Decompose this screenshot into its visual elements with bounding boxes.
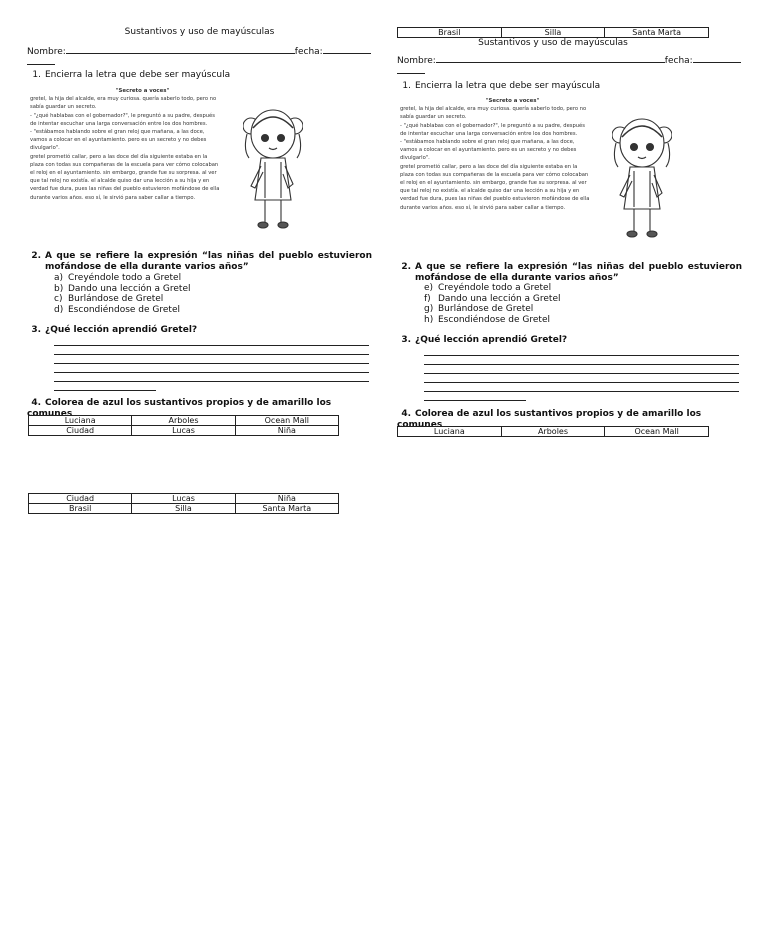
nouns-table [397, 27, 709, 38]
option-letter: b) [54, 283, 64, 294]
answer-line[interactable] [424, 383, 739, 392]
fecha-field[interactable] [693, 54, 741, 63]
question-text: A que se refiere la expresión “las niñas del pueblo estuvieron mofándose de ella durante varios años” [45, 251, 372, 272]
noun-cell[interactable]: Brasil [29, 504, 132, 514]
answer-option[interactable] [424, 294, 560, 305]
noun-cell[interactable]: Santa Marta [605, 28, 709, 38]
story-line: plaza con todas sus compañeras de la escuela para ver cómo colocaban [30, 161, 219, 168]
story-line: de intentar escuchar una larga conversación entre los dos hombres. [400, 130, 578, 137]
story-line: vamos a colocar en el ayuntamiento. pero es un secreto y no debes [30, 137, 207, 144]
answer-lines [397, 347, 742, 401]
table-row [29, 494, 339, 504]
story-line: vamos a colocar en el ayuntamiento. pero es un secreto y no debes [400, 147, 577, 154]
q2-options [54, 273, 190, 315]
story-passage [400, 97, 740, 212]
question-1 [27, 70, 230, 81]
option-text: Dando una lección a Gretel [438, 293, 561, 304]
fecha-field-continuation [397, 65, 425, 74]
fecha-label: fecha: [294, 47, 323, 57]
answer-line[interactable] [54, 373, 369, 382]
option-text: Escondiéndose de Gretel [68, 304, 180, 315]
question-number: 1. [402, 81, 411, 91]
option-text: Escondiéndose de Gretel [438, 314, 550, 325]
answer-line[interactable] [424, 392, 526, 401]
answer-line[interactable] [424, 347, 739, 356]
story-line: gretel prometió callar, pero a las doce del día siguiente estaba en la [400, 163, 578, 170]
story-line: - "¿qué hablabas con el gobernador?", le preguntó a su padre, después [400, 122, 585, 129]
nombre-label: Nombre: [27, 47, 66, 57]
noun-cell[interactable]: Niña [235, 426, 338, 436]
noun-cell[interactable]: Luciana [29, 416, 132, 426]
question-number: 4. [401, 409, 411, 419]
noun-cell[interactable]: Arboles [501, 427, 605, 437]
table-row [398, 28, 709, 38]
page-title: Sustantivos y uso de mayúsculas [124, 27, 275, 37]
option-letter: h) [424, 314, 434, 325]
story-line: sabía guardar un secreto. [30, 104, 97, 111]
story-line: que tal reloj no existía. el alcalde quiso dar una lección a su hija y en [30, 178, 210, 185]
noun-cell[interactable]: Santa Marta [235, 504, 338, 514]
story-line: gretel prometió callar, pero a las doce del día siguiente estaba en la [30, 153, 208, 160]
answer-option[interactable] [54, 273, 190, 284]
answer-line[interactable] [54, 364, 369, 373]
girl-illustration [612, 109, 672, 241]
answer-option[interactable] [424, 315, 560, 326]
fecha-field-continuation [27, 56, 55, 65]
noun-cell[interactable]: Ocean Mall [605, 427, 709, 437]
noun-cell[interactable]: Niña [235, 494, 338, 504]
story-line: - "estábamos hablando sobre el gran reloj que mañana, a las doce, [30, 129, 205, 136]
answer-line[interactable] [424, 365, 739, 374]
noun-cell[interactable]: Ciudad [29, 494, 132, 504]
answer-option[interactable] [54, 284, 190, 295]
answer-line[interactable] [424, 374, 739, 383]
girl-illustration [243, 100, 303, 232]
nombre-field[interactable] [66, 45, 295, 54]
question-3 [27, 325, 197, 336]
story-line: durante varios años. eso sí, le sirvió para saber callar a tiempo. [400, 204, 566, 211]
question-number: 3. [401, 335, 411, 345]
answer-line[interactable] [54, 382, 156, 391]
nombre-field[interactable] [436, 54, 665, 63]
question-text: Colorea de azul los sustantivos propios y de amarillo los comunes [397, 409, 702, 430]
option-text: Creyéndole todo a Gretel [68, 273, 182, 283]
name-date-row [27, 45, 372, 58]
story-line: divulgarlo". [400, 155, 430, 162]
answer-line[interactable] [54, 346, 369, 355]
answer-option[interactable] [424, 304, 560, 315]
noun-cell[interactable]: Brasil [398, 28, 502, 38]
story-passage [30, 87, 370, 202]
story-line: de intentar escuchar una larga conversación entre los dos hombres. [30, 120, 208, 127]
question-2 [27, 251, 372, 273]
option-text: Burlándose de Gretel [68, 294, 164, 304]
noun-cell[interactable]: Arboles [132, 416, 235, 426]
question-text: Encierra la letra que debe ser mayúscula [45, 70, 231, 80]
question-1 [397, 81, 600, 92]
fecha-label: fecha: [664, 56, 693, 66]
noun-cell[interactable]: Silla [132, 504, 235, 514]
question-number: 2. [401, 262, 411, 272]
story-line: sabía guardar un secreto. [400, 114, 467, 121]
option-letter: g) [424, 304, 434, 314]
story-line: verdad fue dura, pues las niñas del pueblo estuvieron mofándose de ella [30, 186, 220, 193]
table-row [398, 427, 709, 437]
story-text [30, 95, 250, 202]
option-letter: d) [54, 304, 64, 315]
answer-option[interactable] [54, 305, 190, 316]
answer-line[interactable] [424, 356, 739, 365]
noun-cell[interactable]: Ocean Mall [235, 416, 338, 426]
story-line: gretel, la hija del alcalde, era muy curiosa. quería saberlo todo, pero no [30, 96, 217, 103]
answer-option[interactable] [424, 283, 560, 294]
noun-cell[interactable]: Silla [501, 28, 605, 38]
noun-cell[interactable]: Lucas [132, 426, 235, 436]
question-text: Colorea de azul los sustantivos propios y de amarillo los comunes [27, 398, 332, 419]
question-text: ¿Qué lección aprendió Gretel? [45, 325, 198, 335]
story-line: el reloj en el ayuntamiento. sin embargo, grande fue su sorpresa. al ver [30, 170, 217, 177]
story-line: que tal reloj no existía. el alcalde quiso dar una lección a su hija y en [400, 188, 580, 195]
option-letter: e) [424, 283, 434, 293]
option-letter: f) [424, 293, 431, 304]
story-line: verdad fue dura, pues las niñas del pueblo estuvieron mofándose de ella [400, 196, 590, 203]
table-row [29, 416, 339, 426]
answer-line[interactable] [54, 355, 369, 364]
option-text: Burlándose de Gretel [438, 304, 534, 314]
story-line: durante varios años. eso sí, le sirvió para saber callar a tiempo. [30, 194, 196, 201]
name-date-row [397, 54, 742, 67]
story-line: plaza con todas sus compañeras de la escuela para ver cómo colocaban [400, 171, 589, 178]
noun-cell[interactable]: Luciana [398, 427, 502, 437]
question-number: 1. [32, 70, 41, 80]
nouns-table [397, 426, 709, 437]
option-text: Creyéndole todo a Gretel [438, 283, 552, 293]
question-number: 4. [31, 398, 41, 408]
question-3 [397, 335, 567, 346]
story-line: divulgarlo". [30, 145, 60, 152]
page-title: Sustantivos y uso de mayúsculas [478, 38, 628, 48]
story-line: - "¿qué hablabas con el gobernador?", le preguntó a su padre, después [30, 112, 215, 119]
q2-options [424, 283, 560, 325]
question-number: 3. [31, 325, 41, 335]
question-2 [397, 262, 742, 284]
question-number: 2. [31, 251, 41, 261]
nouns-table [28, 493, 339, 514]
story-line: gretel, la hija del alcalde, era muy curiosa. quería saberlo todo, pero no [400, 106, 587, 113]
answer-lines [27, 337, 372, 391]
story-line: el reloj en el ayuntamiento. sin embargo, grande fue su sorpresa. al ver [400, 180, 587, 187]
table-row [29, 504, 339, 514]
story-title: "Secreto a voces" [485, 98, 540, 104]
question-text: A que se refiere la expresión “las niñas del pueblo estuvieron mofándose de ella durante varios años” [415, 262, 742, 283]
story-title: "Secreto a voces" [115, 88, 170, 94]
story-text [400, 105, 620, 212]
story-line: - "estábamos hablando sobre el gran reloj que mañana, a las doce, [400, 139, 575, 146]
nombre-label: Nombre: [397, 56, 436, 66]
noun-cell[interactable]: Lucas [132, 494, 235, 504]
noun-cell[interactable]: Ciudad [29, 426, 132, 436]
nouns-table [28, 415, 339, 436]
answer-option[interactable] [54, 294, 190, 305]
question-text: Encierra la letra que debe ser mayúscula [415, 81, 601, 91]
option-letter: c) [54, 294, 63, 304]
answer-line[interactable] [54, 337, 369, 346]
option-text: Dando una lección a Gretel [68, 283, 191, 294]
option-letter: a) [54, 273, 64, 283]
table-row [29, 426, 339, 436]
fecha-field[interactable] [323, 45, 371, 54]
question-text: ¿Qué lección aprendió Gretel? [415, 335, 568, 345]
